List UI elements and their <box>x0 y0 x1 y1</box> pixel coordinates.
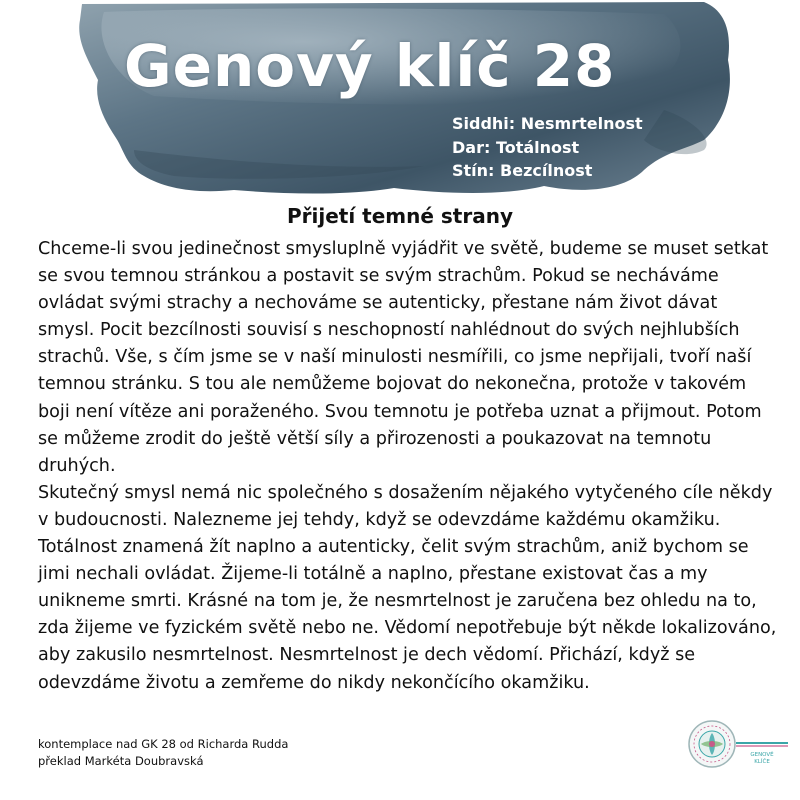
siddhi-label: Siddhi: Nesmrtelnost <box>452 114 643 133</box>
paragraph: Skutečný smysl nemá nic společného s dosažením nějakého vytyčeného cíle někdy v budoucnosti. Nalezneme jej tehdy, když se odevzdáme každému okamžiku. Totálnost znamená žít naplno a autenticky, čelit svým strachům, aniž bychom se jimi nechali ovládat. Žijeme-li totálně a naplno, přestane existovat čas a my unikneme smrti. Krásné na tom je, že nesmrtelnost je zaručena bez ohledu na to, zda žijeme ve fyzickém světě nebo ne. Vědomí nepotřebuje být někde lokalizováno, aby zakusilo nesmrtelnost. Nesmrtelnost je dech vědomí. Přichází, když se odevzdáme životu a zemřeme do nikdy nekončícího okamžiku. <box>38 482 777 693</box>
credit-author: kontemplace nad GK 28 od Richarda Rudda <box>38 737 289 751</box>
credit-translator: překlad Markéta Doubravská <box>38 754 204 768</box>
credits <box>38 736 288 770</box>
article-subtitle: Přijetí temné strany <box>286 204 513 228</box>
genove-klice-logo <box>686 714 790 774</box>
shadow-label: Stín: Bezcílnost <box>452 161 593 180</box>
paragraph: Chceme-li svou jedinečnost smysluplně vyjádřit ve světě, budeme se muset setkat se svou temnou stránkou a postavit se svým strachům. Pokud se necháváme ovládat svými strachy a nechováme se autenticky, přestane nám život dávat smysl. Pocit bezcílnosti souvisí s neschopností nahlédnout do svých nejhlubších strachů. Vše, s čím jsme se v naší minulosti nesmířili, co jsme nepřijali, tvoří naší temnou stránku. S tou ale nemůžeme bojovat do nekonečna, protože v takovém boji není vítěze ani poraženého. Svou temnotu je potřeba uznat a přijmout. Potom se můžeme zrodit do ještě větší síly a přirozenosti a poukazovat na temnotu druhých. <box>38 239 769 476</box>
article-body <box>38 236 778 697</box>
page-title: Genový klíč 28 <box>124 32 616 100</box>
svg-text:GENOVÉ: GENOVÉ <box>750 752 774 758</box>
mandala-logo-icon <box>686 714 790 774</box>
svg-text:KLÍČE: KLÍČE <box>754 759 770 765</box>
gene-key-attributes <box>452 112 643 183</box>
gift-label: Dar: Totálnost <box>452 137 580 157</box>
